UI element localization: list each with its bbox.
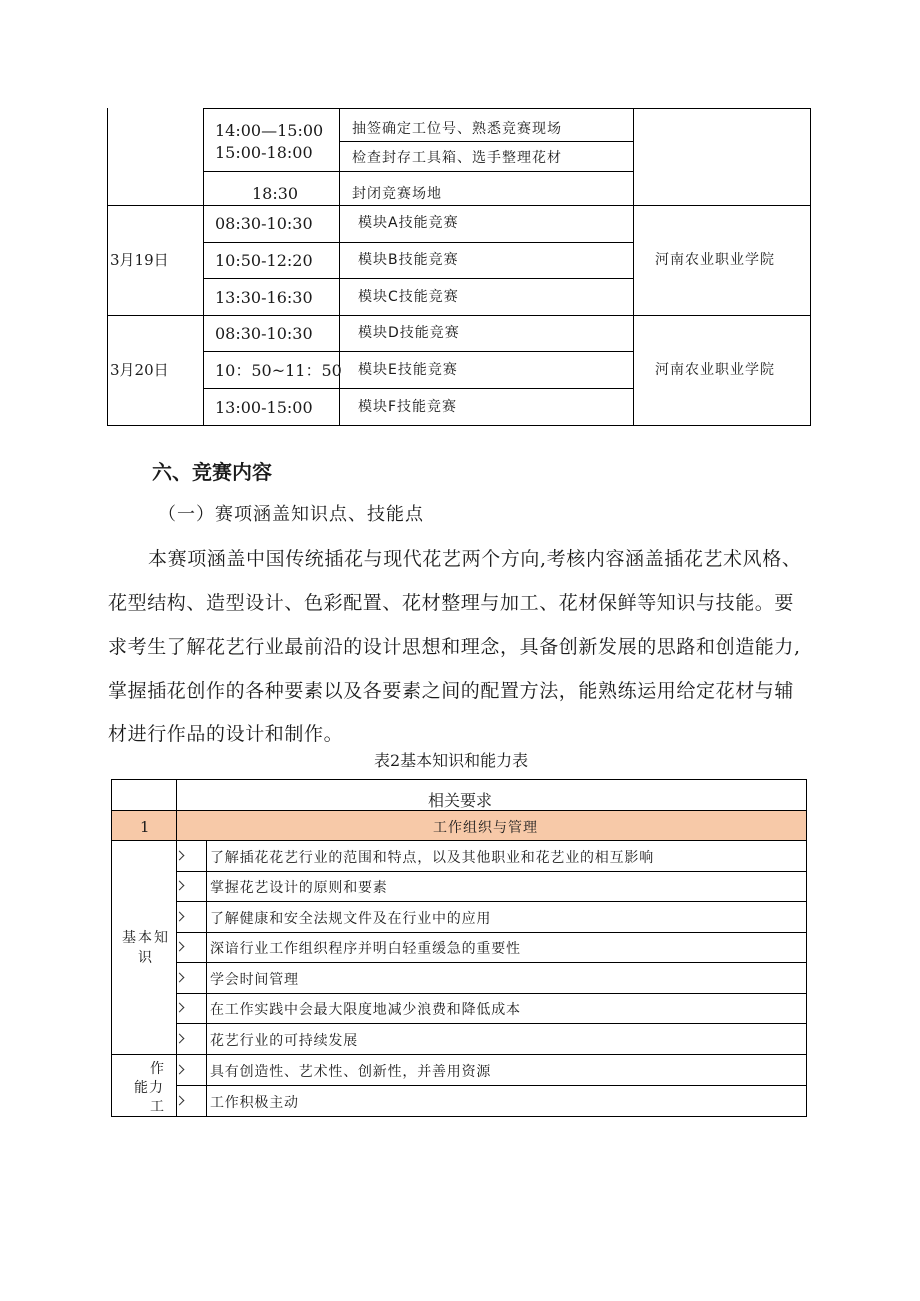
paragraph-line: 掌握插花创作的各种要素以及各要素之间的配置方法，能熟练运用给定花材与辅: [108, 680, 795, 702]
schedule-time: 14:00—15:00: [215, 121, 324, 140]
table-caption: 表2基本知识和能力表: [374, 751, 529, 770]
schedule-time: 08:30-10:30: [215, 324, 313, 343]
schedule-activity: 封闭竞赛场地: [352, 186, 442, 202]
paragraph-line: 材进行作品的设计和制作。: [108, 723, 344, 745]
ability-item: 具有创造性、艺术性、创新性，并善用资源: [210, 1064, 492, 1080]
table-header: 相关要求: [428, 791, 493, 810]
schedule-time: 10：50~11：50: [215, 361, 342, 380]
knowledge-label: 基本知识: [122, 930, 170, 966]
schedule-time: 10:50-12:20: [215, 251, 313, 270]
schedule-time: 13:30-16:30: [215, 288, 313, 307]
section-heading: 六、竞赛内容: [152, 460, 272, 484]
paragraph-line: 求考生了解花艺行业最前沿的设计思想和理念，具备创新发展的思路和创造能力,: [108, 636, 801, 658]
knowledge-item: 花艺行业的可持续发展: [210, 1033, 358, 1049]
paragraph-line: 花型结构、造型设计、色彩配置、花材整理与加工、花材保鲜等知识与技能。要: [108, 592, 795, 614]
schedule-date: 3月19日: [110, 251, 169, 269]
schedule-time: 18:30: [252, 184, 299, 203]
schedule-venue: 河南农业职业学院: [655, 362, 775, 378]
schedule-activity: 检查封存工具箱、选手整理花材: [352, 150, 562, 166]
ability-label-part: 作: [150, 1061, 164, 1077]
ability-label-part: 能力: [134, 1080, 164, 1096]
schedule-activity: 抽签确定工位号、熟悉竞赛现场: [352, 121, 562, 137]
knowledge-item: 掌握花艺设计的原则和要素: [210, 880, 388, 896]
schedule-time: 08:30-10:30: [215, 214, 313, 233]
schedule-activity: 模块B技能竞赛: [358, 252, 459, 268]
ability-item: 工作积极主动: [210, 1095, 299, 1111]
group-title: 工作组织与管理: [433, 820, 538, 836]
knowledge-item: 了解健康和安全法规文件及在行业中的应用: [210, 911, 492, 927]
schedule-time: 15:00-18:00: [215, 143, 313, 162]
knowledge-item: 在工作实践中会最大限度地减少浪费和降低成本: [210, 1002, 521, 1018]
ability-label-part: 工: [150, 1099, 164, 1115]
knowledge-item: 学会时间管理: [210, 972, 299, 988]
section-subheading: （一）赛项涵盖知识点、技能点: [158, 504, 424, 525]
schedule-activity: 模块E技能竞赛: [358, 362, 458, 378]
schedule-activity: 模块D技能竞赛: [358, 325, 460, 341]
schedule-venue: 河南农业职业学院: [655, 252, 775, 268]
schedule-activity: 模块F技能竞赛: [358, 399, 458, 415]
schedule-date: 3月20日: [110, 361, 169, 379]
schedule-time: 13:00-15:00: [215, 398, 313, 417]
group-number: 1: [140, 818, 150, 836]
schedule-activity: 模块C技能竞赛: [358, 289, 459, 305]
knowledge-item: 深谙行业工作组织程序并明白轻重缓急的重要性: [210, 941, 521, 957]
paragraph-line: 本赛项涵盖中国传统插花与现代花艺两个方向,考核内容涵盖插花艺术风格、: [148, 548, 802, 570]
schedule-activity: 模块A技能竞赛: [358, 215, 459, 231]
knowledge-item: 了解插花花艺行业的范围和特点，以及其他职业和花艺业的相互影响: [210, 850, 654, 866]
